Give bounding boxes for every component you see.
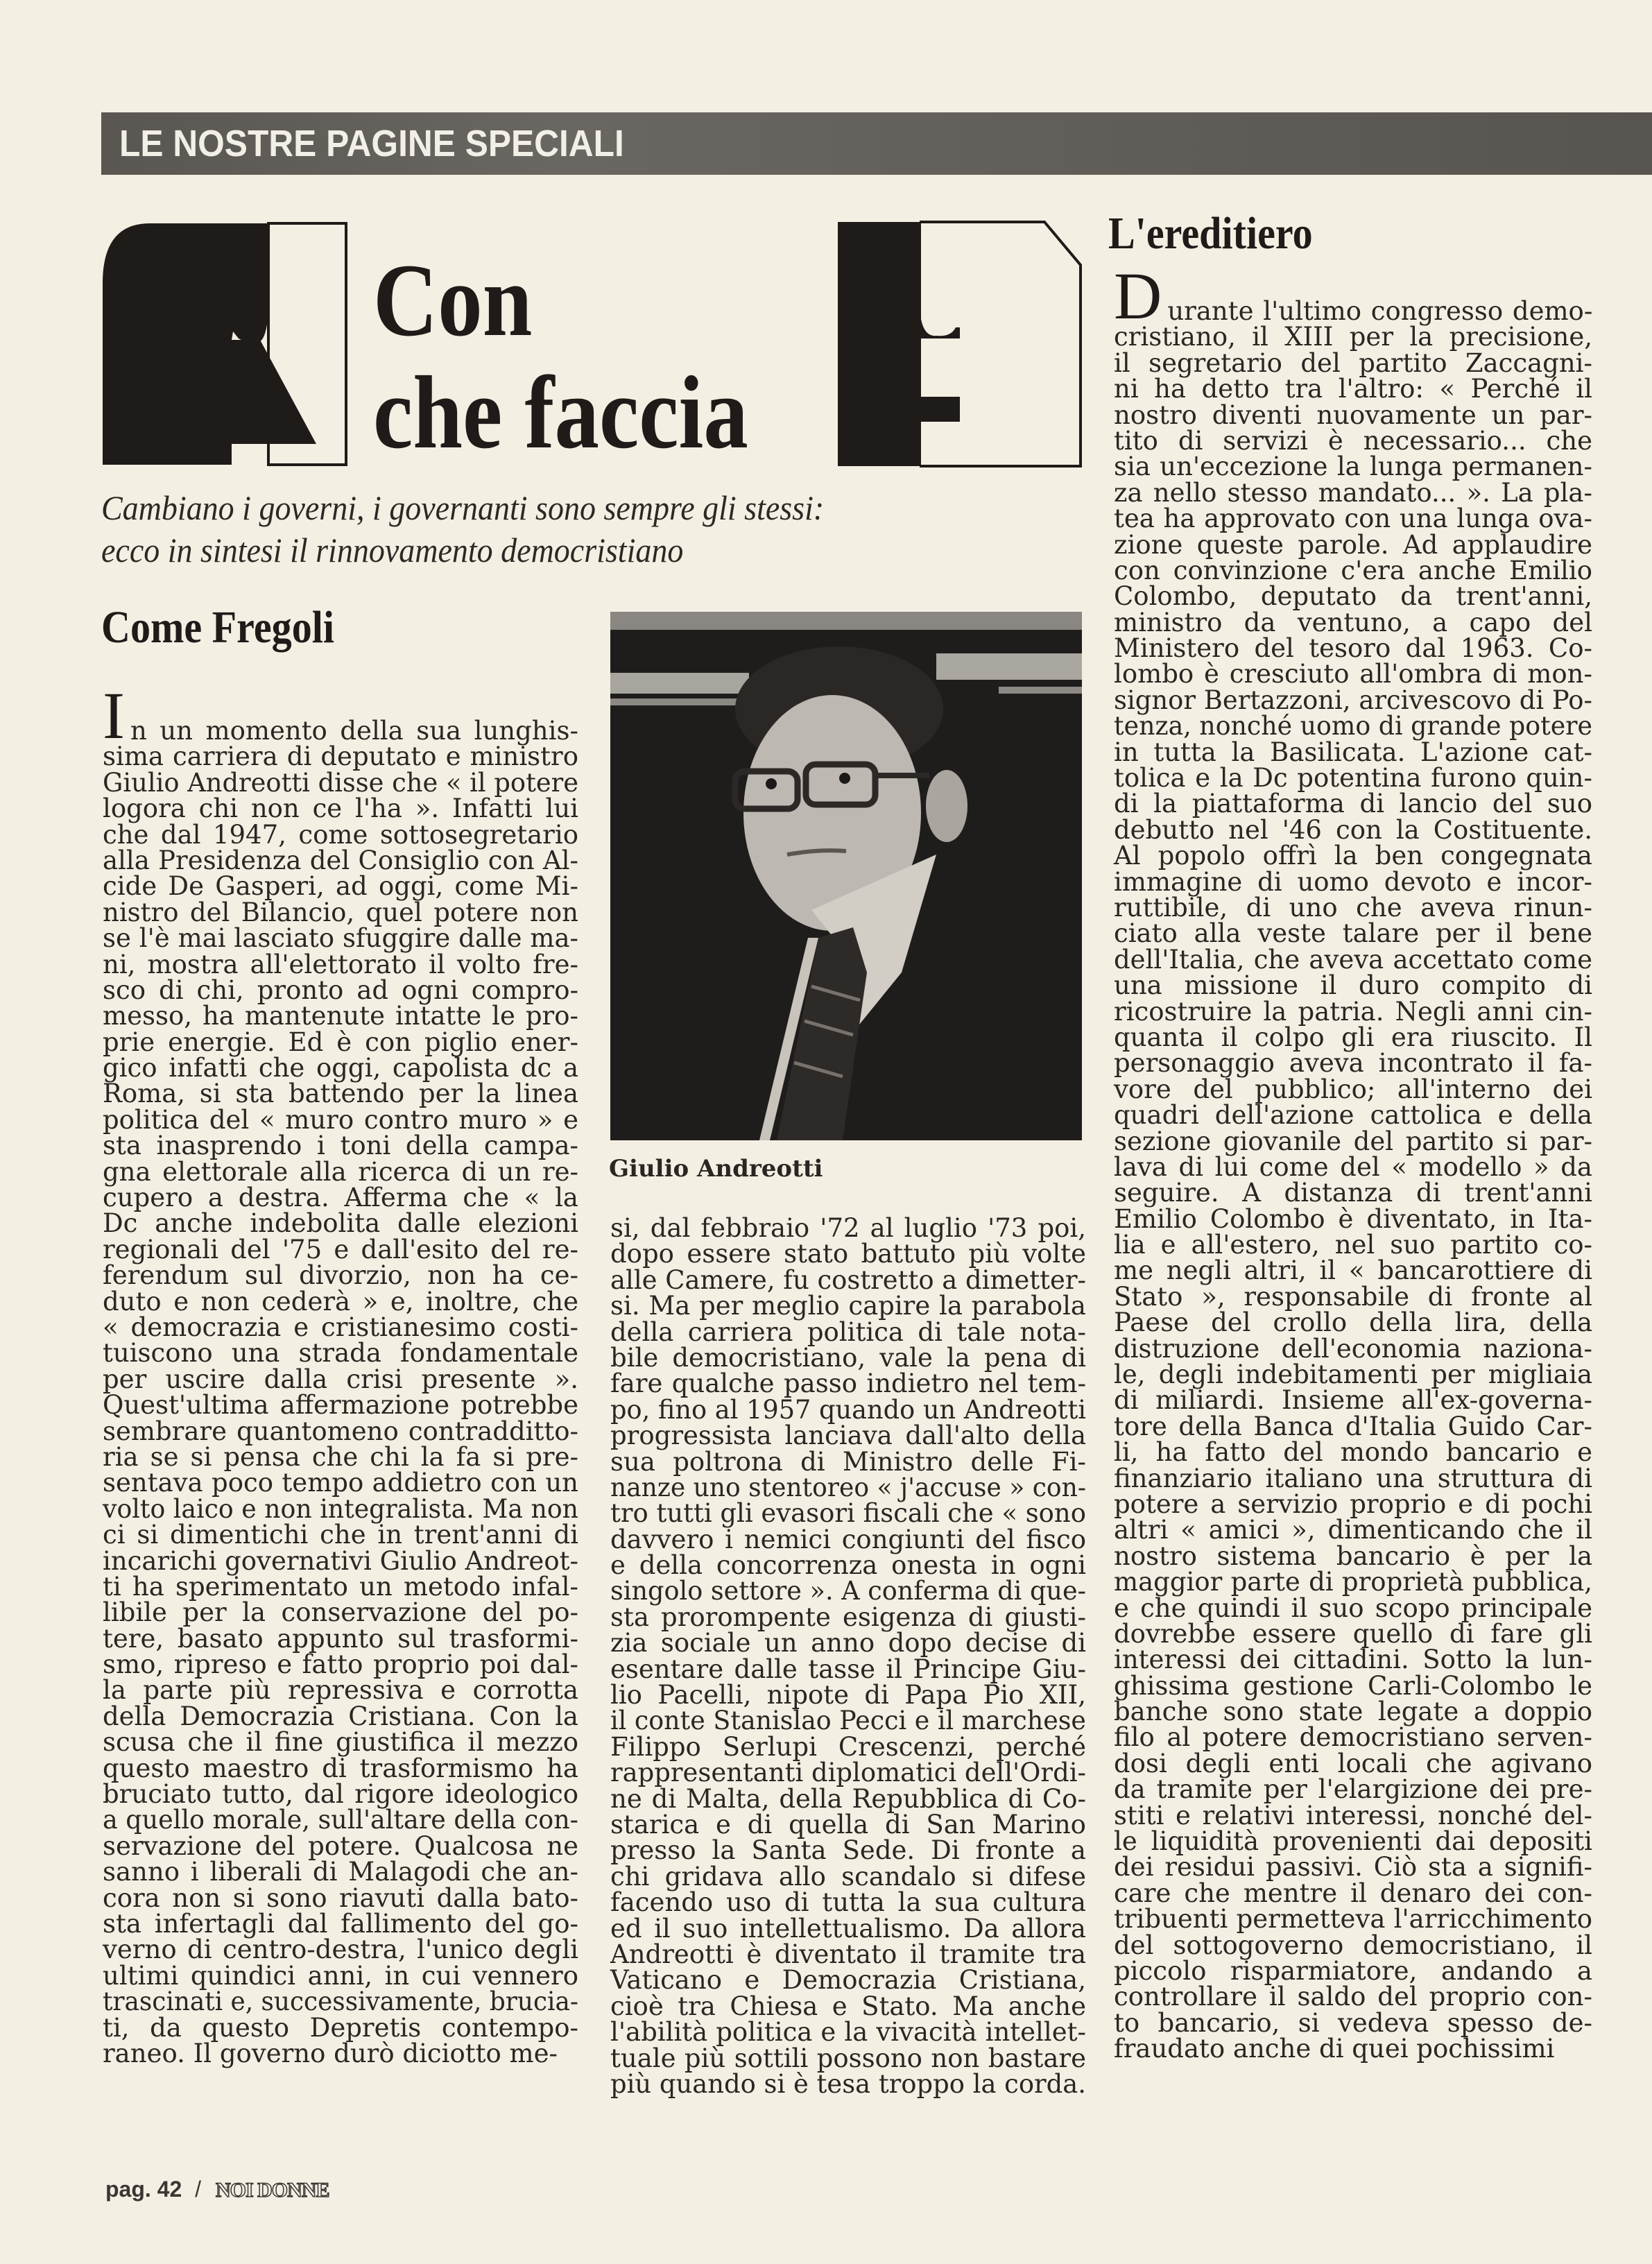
article-column-middle bbox=[610, 1215, 1086, 2097]
text-line: e della concorrenza onesta in ogni bbox=[610, 1550, 1086, 1581]
section-band bbox=[101, 112, 1652, 175]
text-line: gna elettorale alla ricerca di un re- bbox=[103, 1156, 579, 1187]
text-line: debutto nel '46 con la Costituente. bbox=[1114, 814, 1592, 845]
magazine-logo: NOI DONNE bbox=[215, 2179, 329, 2202]
text-line: dosi degli enti locali che agivano bbox=[1114, 1748, 1593, 1778]
article-column-right bbox=[1114, 259, 1593, 2064]
text-line: della carriera politica di tale nota- bbox=[610, 1317, 1086, 1347]
text-line: Dc anche indebolita dalle elezioni bbox=[103, 1208, 578, 1239]
text-line: tribuenti permetteva l'arricchimento bbox=[1114, 1904, 1592, 1935]
subtitle-line-1: Cambiano i governi, i governanti sono sempre gli stessi: bbox=[101, 488, 825, 527]
section-heading-right: L'ereditiero bbox=[1108, 208, 1313, 259]
text-line: trascinati e, successivamente, brucia- bbox=[103, 1987, 578, 2017]
text-line: gico infatti che oggi, capolista dc a bbox=[103, 1053, 579, 1083]
text-line: seguire. A distanza di trent'anni bbox=[1114, 1178, 1592, 1208]
text-line: regionali del '75 e dall'esito del re- bbox=[103, 1234, 579, 1264]
text-line: le liquidità provenienti dai depositi bbox=[1114, 1826, 1592, 1857]
text-line: finanziario italiano una struttura di bbox=[1114, 1463, 1592, 1493]
text-line: scusa che il fine giustifica il mezzo bbox=[103, 1727, 578, 1758]
page-number: pag. 42 bbox=[105, 2177, 182, 2202]
text-line: interessi dei cittadini. Sotto la lun- bbox=[1114, 1645, 1593, 1675]
face-profile-icon-left bbox=[101, 221, 348, 468]
text-line: ferendum sul divorzio, non ha ce- bbox=[103, 1260, 579, 1291]
text-line: ria se si pensa che chi la fa si pre- bbox=[103, 1441, 579, 1472]
photo-caption: Giulio Andreotti bbox=[609, 1155, 823, 1183]
text-line: filo al potere democristiano serven- bbox=[1114, 1722, 1592, 1753]
text-line: starica e di quella di San Marino bbox=[610, 1809, 1086, 1840]
text-line: immagine di uomo devoto e incor- bbox=[1114, 866, 1592, 897]
text-line: progressista lanciava dall'alto della bbox=[610, 1421, 1087, 1451]
text-line: sezione giovanile del partito si par- bbox=[1114, 1126, 1593, 1156]
section-heading-left: Come Fregoli bbox=[101, 602, 335, 653]
text-line: cora non si sono riavuti dalla bato- bbox=[103, 1883, 578, 1913]
text-line: cristiano, il XIII per la precisione, bbox=[1114, 322, 1592, 352]
text-line: tuale più sottili possono non bastare bbox=[610, 2043, 1086, 2073]
text-line: urante l'ultimo congresso demo- bbox=[1167, 296, 1593, 326]
text-line: e che quindi il suo scopo principale bbox=[1114, 1593, 1592, 1623]
text-line: n un momento della sua lunghis- bbox=[130, 716, 578, 746]
text-line: da tramite per l'elargizione dei pre- bbox=[1114, 1774, 1592, 1805]
text-line: Andreotti è diventato il tramite tra bbox=[610, 1939, 1087, 1969]
text-line: il segretario del partito Zaccagni- bbox=[1114, 348, 1593, 378]
text-line: si. Ma per meglio capire la parabola bbox=[610, 1291, 1086, 1321]
text-line: di la piattaforma di lancio del suo bbox=[1114, 789, 1593, 819]
text-line: li, ha fatto del mondo bancario e bbox=[1114, 1437, 1593, 1468]
text-line: personaggio aveva incontrato il fa- bbox=[1114, 1048, 1592, 1079]
text-line: messo, ha mantenute intatte le pro- bbox=[103, 1001, 579, 1031]
text-line: fraudato anche di quei pochissimi bbox=[1114, 2034, 1555, 2064]
portrait-illustration bbox=[610, 612, 1082, 1140]
text-line: tro tutti gli evasori fiscali che « sono bbox=[610, 1498, 1086, 1529]
text-line: ni, mostra all'elettorato il volto fre- bbox=[103, 949, 578, 979]
text-line: ultimi quindici anni, in cui vennero bbox=[103, 1960, 578, 1991]
text-line: sima carriera di deputato e ministro bbox=[103, 741, 578, 772]
text-line: sembrare quantomeno contradditto- bbox=[103, 1416, 578, 1446]
text-line: ciato alla veste talare per il bene bbox=[1114, 918, 1592, 949]
text-line: si, dal febbraio '72 al luglio '73 poi, bbox=[610, 1213, 1086, 1243]
text-line: lia e all'estero, nel suo partito co- bbox=[1114, 1230, 1592, 1260]
text-line: con convinzione c'era anche Emilio bbox=[1114, 555, 1592, 585]
text-line: za nello stesso mandato... ». La pla- bbox=[1114, 477, 1592, 508]
text-line: alle Camere, fu costretto a dimetter- bbox=[610, 1264, 1086, 1295]
text-line: sentava poco tempo addietro con un bbox=[103, 1468, 579, 1498]
text-line: presso la Santa Sede. Di fronte a bbox=[610, 1835, 1086, 1866]
text-line: ministro da ventuno, a capo del bbox=[1114, 607, 1592, 637]
text-line: Vaticano e Democrazia Cristiana, bbox=[610, 1965, 1086, 1996]
text-line: raneo. Il governo durò diciotto me- bbox=[103, 2038, 558, 2068]
text-line: nostro diventi nuovamente un par- bbox=[1114, 400, 1593, 430]
text-line: tolica e la Dc potentina furono quin- bbox=[1114, 763, 1592, 794]
text-line: cupero a destra. Afferma che « la bbox=[103, 1183, 578, 1213]
page-footer bbox=[105, 2177, 329, 2202]
text-line: Colombo, deputato da trent'anni, bbox=[1114, 581, 1592, 612]
text-line: ni ha detto tra l'altro: « Perché il bbox=[1114, 374, 1592, 404]
text-line: ricostruire la patria. Negli anni cin- bbox=[1114, 996, 1592, 1027]
text-line: Filippo Serlupi Crescenzi, perché bbox=[610, 1731, 1086, 1762]
text-line: Giulio Andreotti disse che « il potere bbox=[103, 767, 578, 798]
text-line: sua poltrona di Ministro delle Fi- bbox=[610, 1446, 1086, 1477]
face-profile-icon-right bbox=[836, 216, 1083, 468]
text-line: piccolo risparmiatore, andando a bbox=[1114, 1956, 1592, 1986]
portrait-photo bbox=[610, 612, 1082, 1140]
text-line: prie energie. Ed è con piglio ener- bbox=[103, 1027, 578, 1057]
text-line: bile democristiano, vale la pena di bbox=[610, 1342, 1086, 1373]
text-line: cioè tra Chiesa e Stato. Ma anche bbox=[610, 1991, 1086, 2021]
text-line: nanze uno stentoreo « j'accuse » con- bbox=[610, 1472, 1086, 1502]
text-line: dopo essere stato battuto più volte bbox=[610, 1239, 1086, 1269]
text-line: dei residui passivi. Ciò sta a signifi- bbox=[1114, 1852, 1593, 1883]
text-line: chi gridava allo scandalo si difese bbox=[610, 1861, 1087, 1892]
text-line: politica del « muro contro muro » e bbox=[103, 1104, 579, 1135]
text-line: volto laico e non integralista. Ma non bbox=[103, 1493, 579, 1524]
text-line: dovrebbe essere quello di fare gli bbox=[1114, 1618, 1592, 1649]
text-line: sta inasprendo i toni della campa- bbox=[103, 1131, 579, 1161]
text-line: nistro del Bilancio, quel potere non bbox=[103, 897, 578, 927]
text-line: tenza, nonché uomo di grande potere bbox=[1114, 711, 1593, 741]
text-line: to bancario, si vedeva spesso de- bbox=[1114, 2007, 1592, 2038]
text-line: quadri dell'azione cattolica e della bbox=[1114, 1100, 1592, 1131]
text-line: ruttibile, di uno che aveva rinun- bbox=[1114, 892, 1592, 923]
text-line: Ministero del tesoro dal 1963. Co- bbox=[1114, 633, 1592, 664]
text-line: sanno i liberali di Malagodi che an- bbox=[103, 1857, 579, 1887]
text-line: tere, basato appunto sul trasformi- bbox=[103, 1623, 579, 1654]
text-line: po, fino al 1957 quando un Andreotti bbox=[610, 1394, 1087, 1425]
text-line: « democrazia e cristianesimo costi- bbox=[103, 1312, 578, 1342]
text-line: verno di centro-destra, l'unico degli bbox=[103, 1935, 578, 1965]
text-line: ne di Malta, della Repubblica di Co- bbox=[610, 1783, 1087, 1814]
text-line: per uscire dalla crisi presente ». bbox=[103, 1364, 579, 1394]
text-line: ti, da questo Depretis contempo- bbox=[103, 2012, 578, 2043]
subtitle-line-2: ecco in sintesi il rinnovamento democristiano bbox=[101, 531, 684, 569]
text-line: cide De Gasperi, ad oggi, come Mi- bbox=[103, 871, 578, 902]
text-line: dell'Italia, che aveva accettato come bbox=[1114, 944, 1593, 975]
text-line: sta infertagli dal fallimento del go- bbox=[103, 1908, 579, 1939]
text-line: Emilio Colombo è diventato, in Ita- bbox=[1114, 1203, 1593, 1234]
text-line: maggior parte di proprietà pubblica, bbox=[1114, 1567, 1593, 1597]
text-line: sco di chi, pronto ad ogni compro- bbox=[103, 975, 579, 1005]
text-line: altri « amici », dimenticando che il bbox=[1114, 1515, 1592, 1545]
text-line: di miliardi. Insieme all'ex-governa- bbox=[1114, 1385, 1592, 1416]
text-line: le, degli indebitamenti per migliaia bbox=[1114, 1360, 1593, 1390]
text-line: questo maestro di trasformismo ha bbox=[103, 1753, 578, 1783]
text-line: che dal 1947, come sottosegretario bbox=[103, 819, 578, 850]
text-line: lava di lui come del « modello » da bbox=[1114, 1151, 1592, 1182]
section-label: LE NOSTRE PAGINE SPECIALI bbox=[119, 123, 624, 164]
text-line: Quest'ultima affermazione potrebbe bbox=[103, 1390, 579, 1421]
text-line: facendo uso di tutta la sua cultura bbox=[610, 1887, 1086, 1918]
text-line: se l'è mai lasciato sfuggire dalle ma- bbox=[103, 923, 579, 954]
text-line: tore della Banca d'Italia Guido Car- bbox=[1114, 1411, 1592, 1441]
text-line: ti ha sperimentato un metodo infal- bbox=[103, 1571, 578, 1602]
drop-cap-left: I bbox=[103, 678, 125, 753]
text-line: più quando si è tesa troppo la corda. bbox=[610, 2068, 1087, 2099]
text-line: lombo è cresciuto all'ombra di mon- bbox=[1114, 659, 1592, 689]
text-line: Roma, si sta battendo per la linea bbox=[103, 1079, 579, 1109]
text-line: quanta il colpo gli era riuscito. Il bbox=[1114, 1022, 1592, 1052]
text-line: lio Pacelli, nipote di Papa Pio XII, bbox=[610, 1680, 1087, 1710]
drop-cap-right: D bbox=[1114, 259, 1162, 334]
text-line: logora chi non ce l'ha ». Infatti lui bbox=[103, 794, 578, 824]
text-line: l'abilità politica e la vivacità intellet- bbox=[610, 2017, 1086, 2048]
text-line: Stato », responsabile di fronte al bbox=[1114, 1281, 1592, 1312]
text-line: duto e non cederà » e, inoltre, che bbox=[103, 1286, 579, 1317]
text-line: banche sono state legate a doppio bbox=[1114, 1697, 1593, 1727]
text-line: della Democrazia Cristiana. Con la bbox=[103, 1701, 578, 1731]
text-line: tito di servizi è necessario... che bbox=[1114, 425, 1593, 456]
text-line: signor Bertazzoni, arcivescovo di Po- bbox=[1114, 685, 1592, 715]
text-line: Al popolo offrì la ben congegnata bbox=[1114, 841, 1592, 871]
text-line: me negli altri, il « bancarottiere di bbox=[1114, 1255, 1592, 1286]
text-line: vore del pubblico; all'interno dei bbox=[1114, 1074, 1592, 1104]
text-line: nostro sistema bancario è per la bbox=[1114, 1541, 1593, 1571]
text-line: controllare il saldo del proprio con- bbox=[1114, 1982, 1593, 2012]
text-line: Paese del crollo della lira, della bbox=[1114, 1307, 1593, 1338]
text-line: fare qualche passo indietro nel tem- bbox=[610, 1369, 1086, 1399]
title-line-2: che faccia bbox=[373, 355, 748, 470]
text-line: esentare dalle tasse il Principe Giu- bbox=[610, 1654, 1087, 1684]
text-line: potere a servizio proprio e di pochi bbox=[1114, 1489, 1592, 1519]
text-line: ed il suo intellettualismo. Da allora bbox=[610, 1913, 1086, 1944]
text-line: a quello morale, sull'altare della con- bbox=[103, 1805, 578, 1835]
text-line: distruzione dell'economia naziona- bbox=[1114, 1333, 1592, 1364]
text-line: rappresentanti diplomatici dell'Ordi- bbox=[610, 1758, 1086, 1788]
first-line-row bbox=[1114, 259, 1593, 334]
text-line: care che mentre il denaro dei con- bbox=[1114, 1878, 1592, 1908]
text-line: la parte più repressiva e corrotta bbox=[103, 1675, 579, 1706]
text-line: sia un'eccezione la lunga permanen- bbox=[1114, 452, 1593, 482]
text-line: tuiscono una strada fondamentale bbox=[103, 1338, 579, 1369]
text-line: zia sociale un anno dopo decise di bbox=[610, 1628, 1086, 1658]
text-line: il conte Stanislao Pecci e il marchese bbox=[610, 1706, 1086, 1736]
text-line: bruciato tutto, dal rigore ideologico bbox=[103, 1779, 578, 1810]
text-line: davvero i nemici congiunti del fisco bbox=[610, 1524, 1086, 1554]
text-line: tea ha approvato con una lunga ova- bbox=[1114, 504, 1593, 534]
text-line: ci si dimentichi che in trent'anni di bbox=[103, 1520, 578, 1550]
text-line: del sottogoverno democristiano, il bbox=[1114, 1930, 1592, 1960]
text-line: smo, ripreso e fatto proprio poi dal- bbox=[103, 1649, 579, 1680]
footer-separator: / bbox=[195, 2177, 202, 2202]
text-line: zione queste parole. Ad applaudire bbox=[1114, 529, 1592, 560]
text-line: singolo settore ». A conferma di que- bbox=[610, 1576, 1087, 1606]
text-line: sta prorompente esigenza di giusti- bbox=[610, 1602, 1087, 1632]
text-line: una missione il duro compito di bbox=[1114, 970, 1593, 1001]
text-line: servazione del potere. Qualcosa ne bbox=[103, 1830, 578, 1861]
text-line: libile per la conservazione del po- bbox=[103, 1597, 579, 1628]
article-column-left bbox=[103, 678, 579, 2068]
text-line: incarichi governativi Giulio Andreot- bbox=[103, 1545, 578, 1576]
text-line: ghissima gestione Carli-Colombo le bbox=[1114, 1670, 1592, 1701]
text-line: stiti e relativi interessi, nonché del- bbox=[1114, 1800, 1592, 1830]
first-line-row bbox=[103, 678, 578, 753]
text-line: alla Presidenza del Consiglio con Al- bbox=[103, 845, 578, 875]
title-line-1: Con bbox=[373, 243, 533, 358]
text-line: in tutta la Basilicata. L'azione cat- bbox=[1114, 737, 1592, 767]
